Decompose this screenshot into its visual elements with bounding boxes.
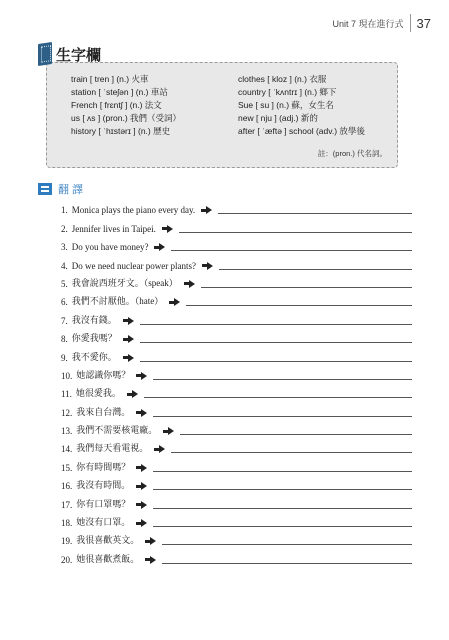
arrow-right-icon bbox=[162, 225, 173, 233]
exercise-row bbox=[61, 363, 421, 381]
arrow-right-icon bbox=[202, 262, 213, 270]
exercise-prompt: 我會說西班牙文。（speak） bbox=[71, 277, 178, 288]
answer-line[interactable] bbox=[218, 212, 412, 214]
exercise-row bbox=[61, 234, 421, 252]
exercise-number: 10. bbox=[61, 370, 73, 381]
exercise-number: 14. bbox=[61, 444, 73, 455]
exercise-prompt: 我沒有錢。 bbox=[71, 314, 117, 325]
exercise-number: 6. bbox=[61, 297, 68, 308]
exercise-prompt: 她很愛我。 bbox=[75, 388, 121, 399]
exercise-row bbox=[61, 546, 421, 564]
answer-line[interactable] bbox=[153, 525, 412, 527]
answer-line[interactable] bbox=[153, 507, 412, 509]
arrow-right-icon bbox=[123, 335, 134, 343]
arrow-right-icon bbox=[136, 519, 147, 527]
vocab-entry: us [ ʌs ] (pron.) 我們（受詞） bbox=[71, 113, 182, 123]
arrow-right-icon bbox=[123, 317, 134, 325]
exercise-row bbox=[61, 510, 421, 528]
exercise-row bbox=[61, 271, 421, 289]
answer-line[interactable] bbox=[140, 323, 412, 325]
arrow-right-icon bbox=[127, 390, 138, 398]
arrow-right-icon bbox=[184, 280, 195, 288]
vocab-entry: station [ ˈsteʃən ] (n.) 車站 bbox=[71, 87, 168, 97]
answer-line[interactable] bbox=[219, 268, 412, 270]
answer-line[interactable] bbox=[153, 415, 412, 417]
vocab-entry: clothes [ kloz ] (n.) 衣服 bbox=[238, 74, 327, 84]
exercise-number: 2. bbox=[61, 223, 68, 234]
header-divider bbox=[410, 14, 411, 32]
exercise-number: 5. bbox=[61, 278, 68, 289]
arrow-right-icon bbox=[136, 464, 147, 472]
section-number-icon bbox=[38, 183, 52, 195]
answer-line[interactable] bbox=[153, 488, 412, 490]
exercise-prompt: 她很喜歡煮飯。 bbox=[76, 553, 140, 564]
exercise-row bbox=[61, 326, 421, 344]
answer-line[interactable] bbox=[140, 360, 412, 362]
exercise-prompt: 我們不討厭他。（hate） bbox=[71, 296, 164, 307]
exercise-prompt: 你愛我嗎？ bbox=[71, 333, 117, 344]
exercise-row bbox=[61, 528, 421, 546]
exercise-prompt: 我們不需要核電廠。 bbox=[76, 425, 158, 436]
exercise-prompt: 我來自台灣。 bbox=[76, 406, 131, 417]
exercise-number: 4. bbox=[61, 260, 68, 271]
arrow-right-icon bbox=[163, 427, 174, 435]
page-header bbox=[333, 14, 431, 32]
exercise-row bbox=[61, 307, 421, 325]
exercise-number: 17. bbox=[61, 499, 73, 510]
exercise-prompt: 我不愛你。 bbox=[71, 351, 117, 362]
arrow-right-icon bbox=[136, 482, 147, 490]
exercise-row bbox=[61, 381, 421, 399]
vocab-entry: new [ nju ] (adj.) 新的 bbox=[238, 113, 318, 123]
exercise-prompt: 我沒有時間。 bbox=[76, 480, 131, 491]
vocab-entry: Sue [ su ] (n.) 蘇，女生名 bbox=[238, 100, 334, 110]
exercise-prompt: 我們每天看電視。 bbox=[76, 443, 149, 454]
answer-line[interactable] bbox=[162, 543, 412, 545]
vocabulary-column-right bbox=[238, 73, 365, 138]
exercise-row bbox=[61, 344, 421, 362]
arrow-right-icon bbox=[145, 556, 156, 564]
arrow-right-icon bbox=[145, 537, 156, 545]
vocab-entry: French [ frɛntʃ ] (n.) 法文 bbox=[71, 100, 162, 110]
answer-line[interactable] bbox=[153, 470, 412, 472]
arrow-right-icon bbox=[136, 409, 147, 417]
answer-line[interactable] bbox=[186, 304, 412, 306]
exercise-number: 9. bbox=[61, 352, 68, 363]
answer-line[interactable] bbox=[179, 231, 412, 233]
exercise-prompt: Jennifer lives in Taipei. bbox=[71, 223, 156, 234]
vocabulary-title-label: 生字欄 bbox=[56, 45, 102, 64]
vocabulary-note: 註：(pron.) 代名詞。 bbox=[317, 149, 387, 158]
exercise-row bbox=[61, 252, 421, 270]
exercise-row bbox=[61, 289, 421, 307]
arrow-right-icon bbox=[136, 501, 147, 509]
vocabulary-column-left bbox=[71, 73, 181, 138]
answer-line[interactable] bbox=[171, 249, 412, 251]
exercise-number: 11. bbox=[61, 389, 72, 400]
exercise-number: 16. bbox=[61, 481, 73, 492]
arrow-right-icon bbox=[154, 243, 165, 251]
answer-line[interactable] bbox=[153, 378, 412, 380]
answer-line[interactable] bbox=[171, 451, 412, 453]
exercise-number: 19. bbox=[61, 536, 73, 547]
unit-title: Unit 7 現在進行式 bbox=[332, 18, 404, 29]
exercise-prompt: Do we need nuclear power plants? bbox=[71, 260, 196, 271]
exercise-row bbox=[61, 215, 421, 233]
page-number: 37 bbox=[416, 15, 431, 31]
book-icon bbox=[38, 43, 52, 65]
arrow-right-icon bbox=[154, 445, 165, 453]
arrow-right-icon bbox=[201, 206, 212, 214]
exercise-number: 18. bbox=[61, 518, 73, 529]
answer-line[interactable] bbox=[201, 286, 412, 288]
exercise-number: 20. bbox=[61, 554, 73, 565]
section-heading bbox=[38, 181, 86, 197]
answer-line[interactable] bbox=[162, 562, 412, 564]
exercise-prompt: 她認識你嗎？ bbox=[76, 369, 131, 380]
exercise-number: 8. bbox=[61, 334, 68, 345]
exercise-row bbox=[61, 491, 421, 509]
exercise-row bbox=[61, 399, 421, 417]
exercise-row bbox=[61, 454, 421, 472]
vocab-entry: history [ ˈhɪstərɪ ] (n.) 歷史 bbox=[71, 126, 171, 136]
exercise-prompt: Do you have money? bbox=[71, 242, 149, 253]
arrow-right-icon bbox=[123, 354, 134, 362]
answer-line[interactable] bbox=[140, 341, 412, 343]
exercise-number: 3. bbox=[61, 242, 68, 253]
exercise-number: 12. bbox=[61, 407, 73, 418]
vocabulary-title bbox=[38, 43, 101, 65]
exercise-row bbox=[61, 473, 421, 491]
answer-line[interactable] bbox=[144, 396, 412, 398]
exercise-number: 1. bbox=[61, 205, 68, 216]
arrow-right-icon bbox=[136, 372, 147, 380]
arrow-right-icon bbox=[169, 298, 180, 306]
exercise-number: 15. bbox=[61, 462, 73, 473]
exercise-prompt: 你有口罩嗎？ bbox=[76, 498, 131, 509]
exercise-prompt: Monica plays the piano every day. bbox=[71, 205, 196, 216]
exercise-row bbox=[61, 436, 421, 454]
answer-line[interactable] bbox=[180, 433, 412, 435]
exercise-number: 7. bbox=[61, 315, 68, 326]
vocab-entry: after [ ˈæftə ] school (adv.) 放學後 bbox=[238, 126, 365, 136]
exercise-row bbox=[61, 418, 421, 436]
exercise-prompt: 你有時間嗎？ bbox=[76, 461, 131, 472]
vocab-entry: train [ tren ] (n.) 火車 bbox=[71, 74, 149, 84]
section-title: 翻譯 bbox=[58, 183, 86, 196]
exercise-prompt: 我很喜歡英文。 bbox=[76, 535, 140, 546]
exercise-row bbox=[61, 197, 421, 215]
exercise-number: 13. bbox=[61, 426, 73, 437]
vocab-entry: country [ ˈkʌntrɪ ] (n.) 鄉下 bbox=[238, 87, 337, 97]
translation-exercises bbox=[61, 197, 421, 565]
exercise-prompt: 她沒有口罩。 bbox=[76, 517, 131, 528]
